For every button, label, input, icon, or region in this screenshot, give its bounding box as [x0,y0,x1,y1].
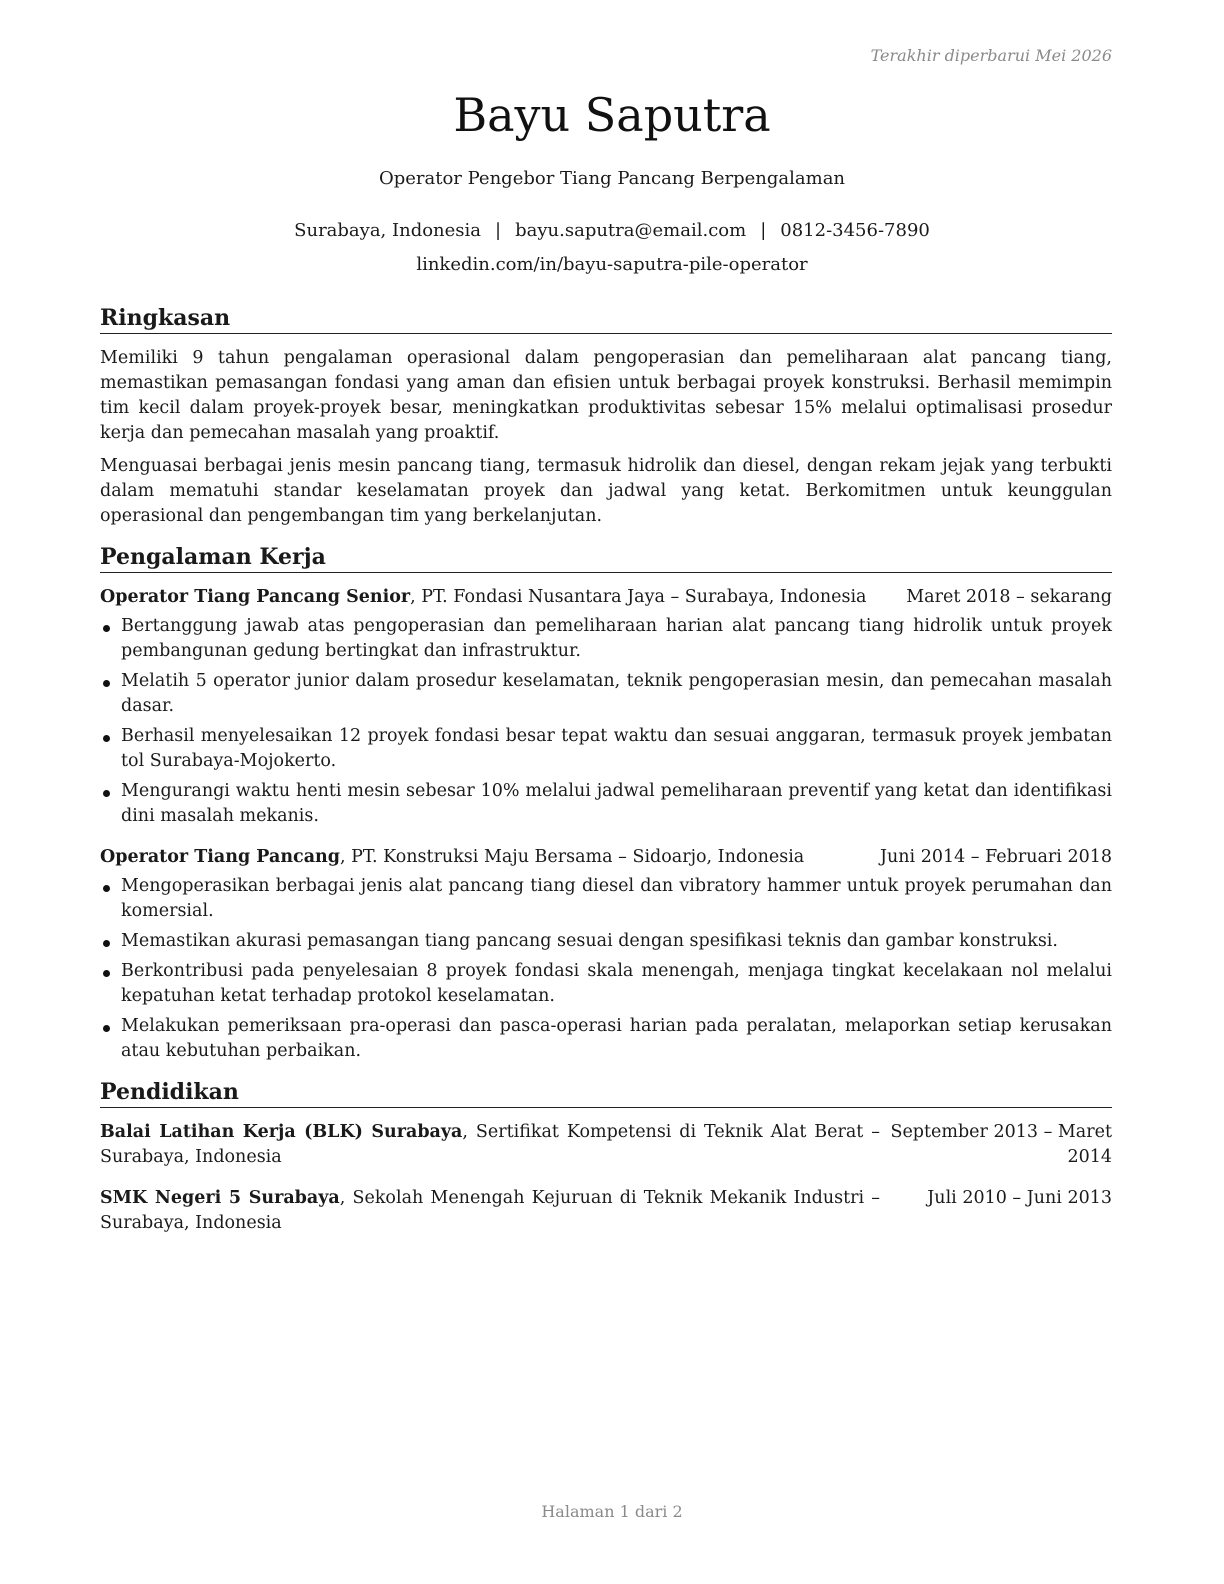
bullet-icon [103,940,110,947]
list-item [100,724,1112,774]
job-org: , PT. Fondasi Nusantara Jaya – Surabaya, Indonesia [410,587,867,607]
experience-section [100,543,1112,1064]
bullet-icon [103,970,110,977]
bullet-icon [103,625,110,632]
section-title-summary: Ringkasan [100,304,1112,334]
education-info [100,1120,880,1170]
list-item [100,779,1112,829]
list-item [100,669,1112,719]
job-bullets [100,614,1112,829]
job-role: Operator Tiang Pancang Senior [100,587,411,607]
job-title-line [100,585,866,610]
list-item [100,959,1112,1009]
job-role: Operator Tiang Pancang [100,847,341,867]
school-name: Balai Latihan Kerja (BLK) Surabaya [100,1122,463,1142]
education-section [100,1078,1112,1236]
education-detail: , Sekolah Menengah Kejuruan di Teknik Mekanik Industri – Surabaya, Indonesia [100,1188,881,1233]
education-dates: September 2013 – Maret 2014 [890,1122,1112,1167]
bullet-icon [103,735,110,742]
bullet-text: Memastikan akurasi pemasangan tiang pancang sesuai dengan spesifikasi teknis dan gambar konstruksi. [121,931,1058,951]
candidate-name: Bayu Saputra [453,88,771,142]
bullet-text: Berkontribusi pada penyelesaian 8 proyek fondasi skala menengah, menjaga tingkat kecelakaan nol melalui kepatuhan ketat terhadap protokol keselamatan. [121,961,1112,1006]
job-entry [100,845,1112,1064]
job-title-line [100,845,804,870]
school-name: SMK Negeri 5 Surabaya [100,1188,340,1208]
resume-body [100,304,1112,1252]
summary-section [100,304,1112,529]
bullet-text: Melatih 5 operator junior dalam prosedur keselamatan, teknik pengoperasian mesin, dan pemecahan masalah dasar. [121,671,1112,716]
education-dates: Juli 2010 – Juni 2013 [927,1188,1112,1208]
job-dates: Juni 2014 – Februari 2018 [879,847,1112,867]
email-link[interactable]: bayu.saputra@email.com [515,220,747,241]
job-header [100,585,1112,610]
bullet-text: Mengoperasikan berbagai jenis alat pancang tiang diesel dan vibratory hammer untuk proyek perumahan dan komersial. [121,876,1112,921]
education-info [100,1186,880,1236]
contact-separator: | [495,220,502,241]
section-title-education: Pendidikan [100,1078,1112,1108]
job-dates: Maret 2018 – sekarang [906,587,1112,607]
education-entry [100,1186,1112,1236]
list-item [100,929,1112,954]
last-updated-note: Terakhir diperbarui Mei 2026 [870,46,1112,65]
bullet-text: Bertanggung jawab atas pengoperasian dan pemeliharaan harian alat pancang tiang hidrolik untuk proyek pembangunan gedung bertingkat dan infrastruktur. [121,616,1112,661]
bullet-text: Mengurangi waktu henti mesin sebesar 10% melalui jadwal pemeliharaan preventif yang ketat dan identifikasi dini masalah mekanis. [121,781,1112,826]
job-entry [100,585,1112,829]
contact-separator: | [760,220,767,241]
list-item [100,614,1112,664]
phone-number: 0812-3456-7890 [780,220,930,241]
bullet-icon [103,680,110,687]
education-entry [100,1120,1112,1170]
contact-line [0,220,1224,241]
summary-paragraph: Menguasai berbagai jenis mesin pancang tiang, termasuk hidrolik dan diesel, dengan rekam jejak yang terbukti dalam mematuhi standar keselamatan proyek dan jadwal yang ketat. Berkomitmen untuk keunggulan operasional dan pengembangan tim yang berkelanjutan. [100,456,1112,526]
candidate-headline: Operator Pengebor Tiang Pancang Berpengalaman [378,168,846,189]
job-header [100,845,1112,870]
summary-paragraph: Memiliki 9 tahun pengalaman operasional dalam pengoperasian dan pemeliharaan alat pancang tiang, memastikan pemasangan fondasi yang aman dan efisien untuk berbagai proyek konstruksi. Berhasil memimpin tim kecil dalam proyek-proyek besar, meningkatkan produktivitas sebesar 15% melalui optimalisasi prosedur kerja dan pemecahan masalah yang proaktif. [100,348,1112,443]
section-title-experience: Pengalaman Kerja [100,543,1112,573]
linkedin-link[interactable]: linkedin.com/in/bayu-saputra-pile-operator [416,254,808,275]
list-item [100,1014,1112,1064]
location: Surabaya, Indonesia [294,220,482,241]
bullet-text: Berhasil menyelesaikan 12 proyek fondasi besar tepat waktu dan sesuai anggaran, termasuk proyek jembatan tol Surabaya-Mojokerto. [121,726,1112,771]
education-detail: , Sertifikat Kompetensi di Teknik Alat Berat – Surabaya, Indonesia [100,1122,880,1167]
bullet-icon [103,790,110,797]
list-item [100,874,1112,924]
job-org: , PT. Konstruksi Maju Bersama – Sidoarjo, Indonesia [340,847,805,867]
page-number: Halaman 1 dari 2 [541,1502,683,1521]
bullet-text: Melakukan pemeriksaan pra-operasi dan pasca-operasi harian pada peralatan, melaporkan setiap kerusakan atau kebutuhan perbaikan. [121,1016,1112,1061]
bullet-icon [103,1025,110,1032]
job-bullets [100,874,1112,1064]
bullet-icon [103,885,110,892]
